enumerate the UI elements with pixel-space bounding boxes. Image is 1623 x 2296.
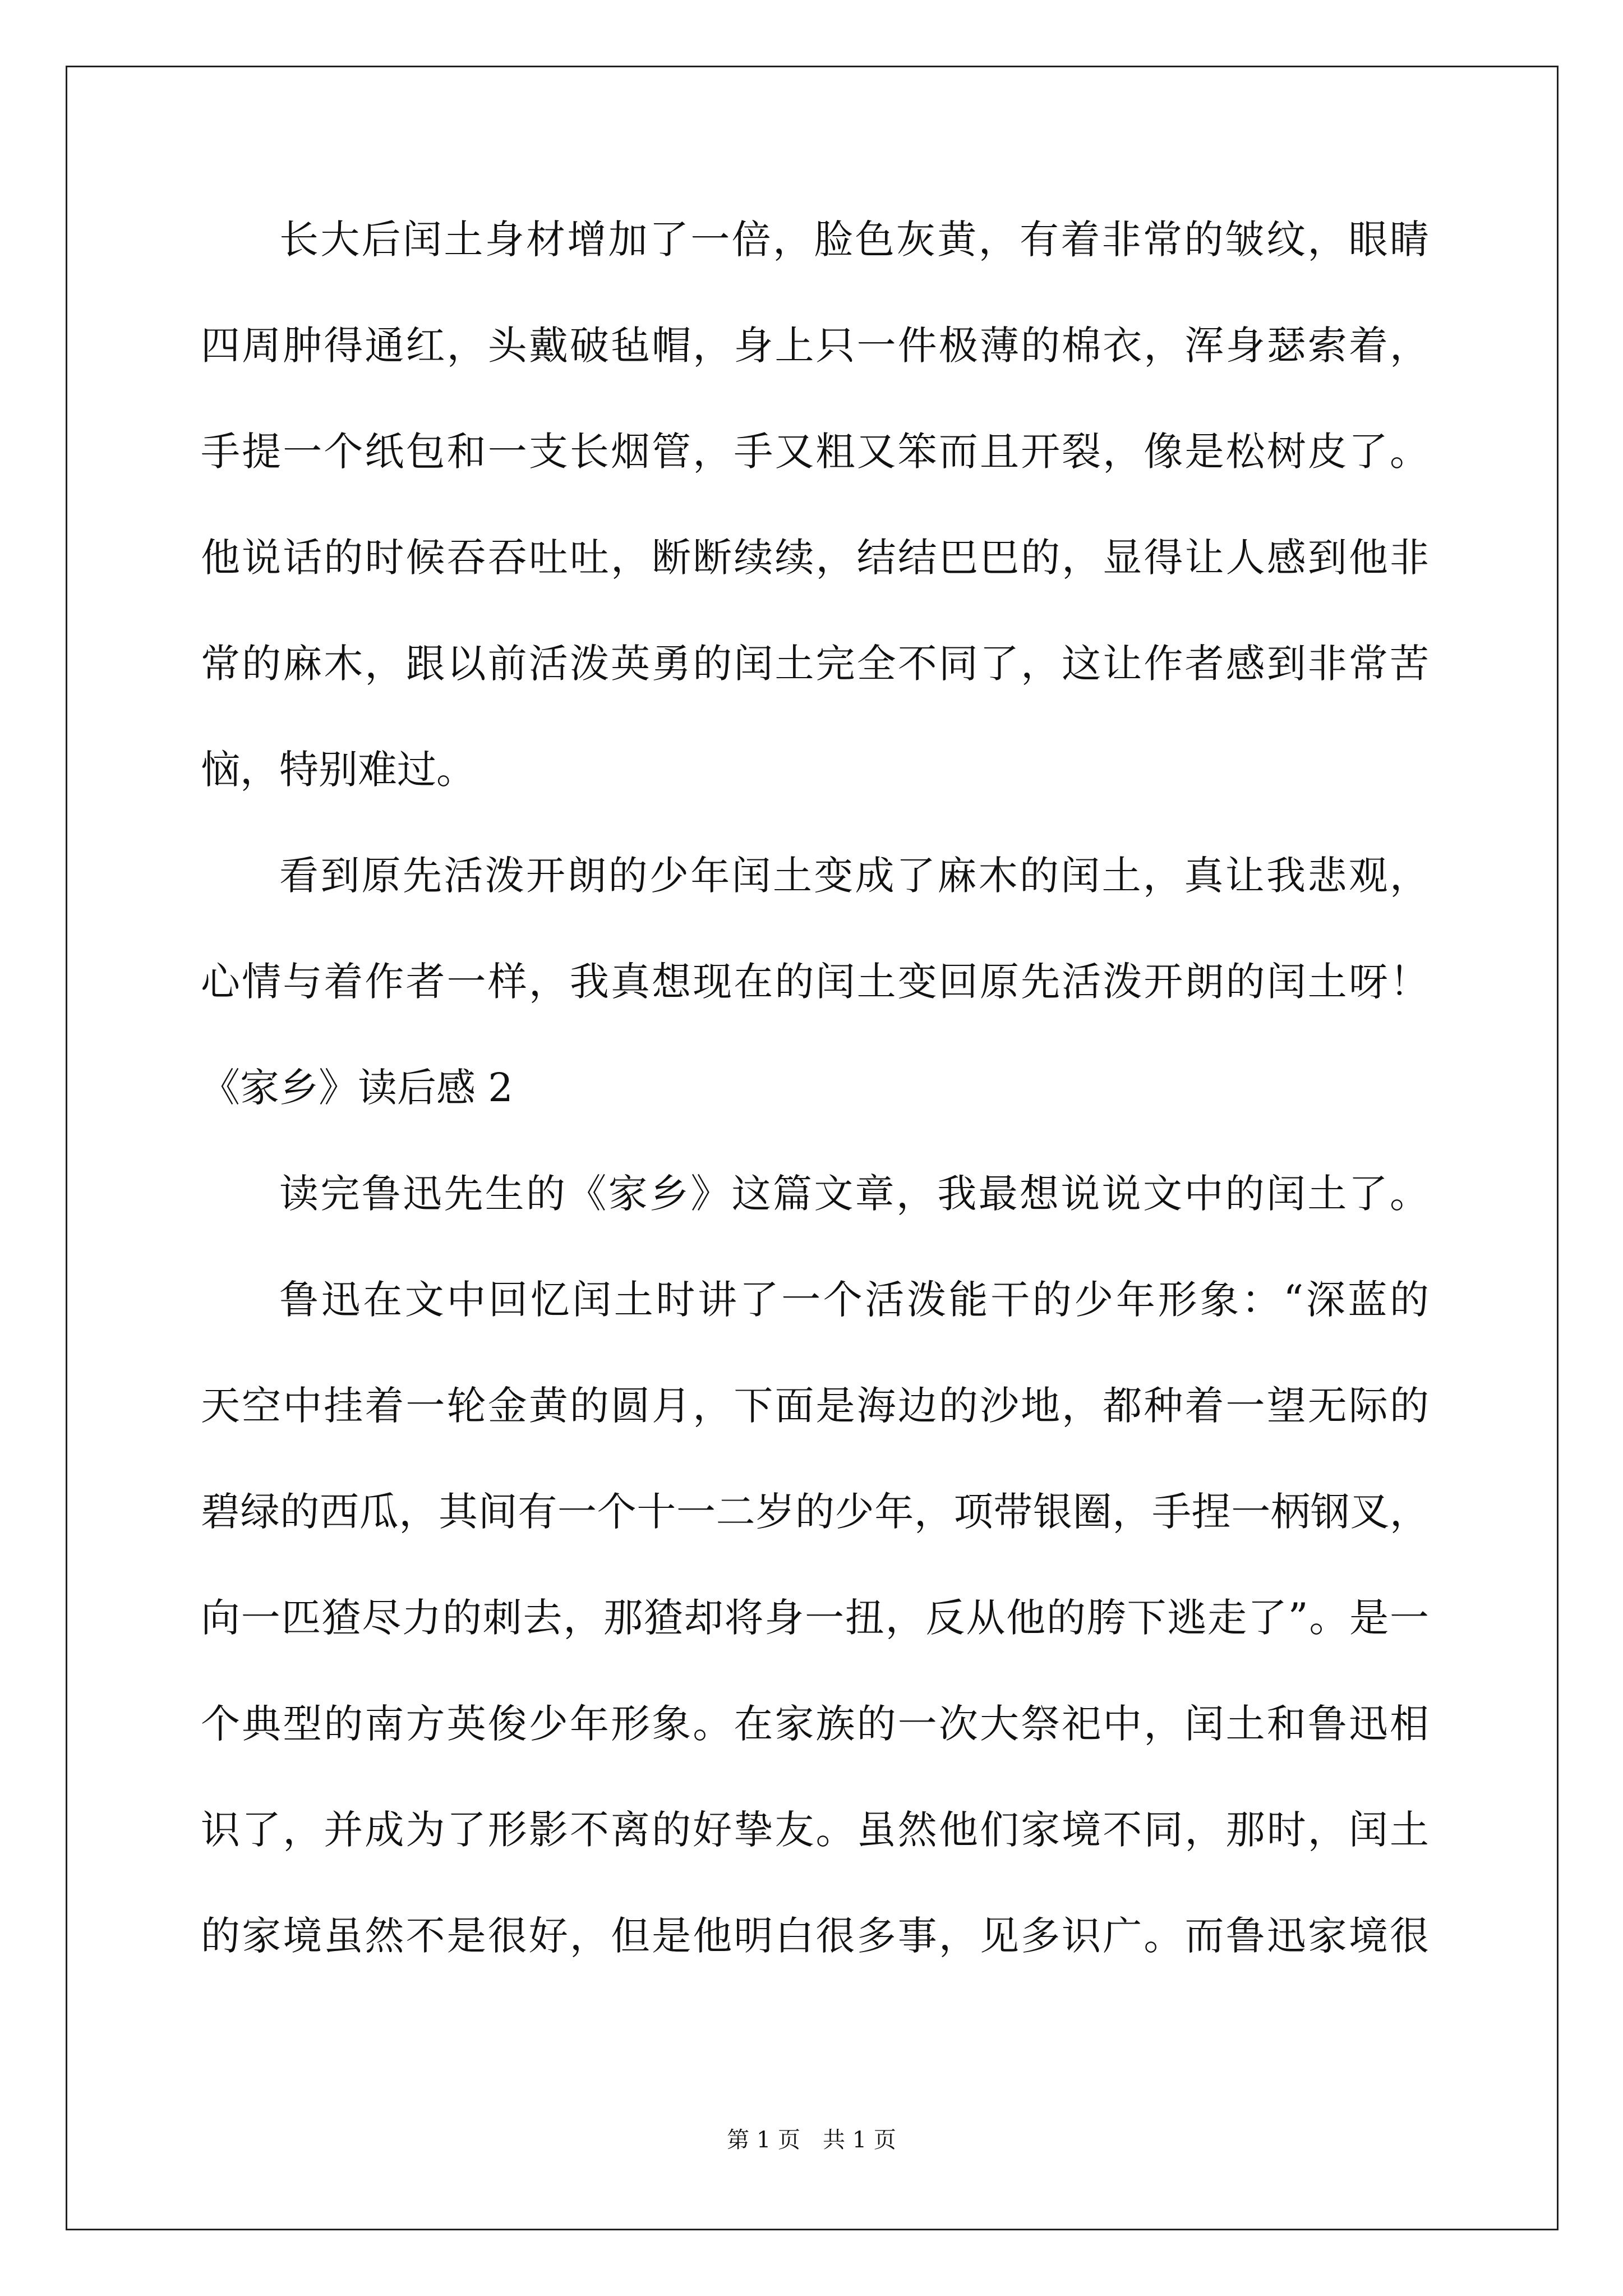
text-line: 鲁迅在文中回忆闰土时讲了一个活泼能干的少年形象：“深蓝的 — [279, 1277, 1429, 1323]
text-line: 碧绿的西瓜，其间有一个十一二岁的少年，项带银圈，手捏一柄钢叉， — [201, 1489, 1429, 1535]
document-body — [201, 213, 1429, 2016]
text-line: 个典型的南方英俊少年形象。在家族的一次大祭祀中，闰土和鲁迅相 — [201, 1701, 1429, 1747]
text-line: 长大后闰土身材增加了一倍，脸色灰黄，有着非常的皱纹，眼睛 — [279, 217, 1429, 263]
text-line: 读完鲁迅先生的《家乡》这篇文章，我最想说说文中的闰土了。 — [279, 1171, 1429, 1217]
text-line: 他说话的时候吞吞吐吐，断断续续，结结巴巴的，显得让人感到他非 — [201, 535, 1429, 581]
text-line: 手提一个纸包和一支长烟管，手又粗又笨而且开裂，像是松树皮了。 — [201, 429, 1429, 475]
text-line: 看到原先活泼开朗的少年闰土变成了麻木的闰土，真让我悲观， — [279, 853, 1429, 899]
page-number-footer: 第 1 页 共 1 页 — [727, 2127, 896, 2153]
text-line: 向一匹猹尽力的刺去，那猹却将身一扭，反从他的胯下逃走了”。是一 — [201, 1595, 1429, 1641]
text-line: 识了，并成为了形影不离的好挚友。虽然他们家境不同，那时，闰土 — [201, 1807, 1429, 1853]
text-line: 天空中挂着一轮金黄的圆月，下面是海边的沙地，都种着一望无际的 — [201, 1383, 1429, 1429]
text-line: 恼，特别难过。 — [201, 747, 476, 793]
text-line: 的家境虽然不是很好，但是他明白很多事，见多识广。而鲁迅家境很 — [201, 1913, 1429, 1959]
section-heading: 《家乡》读后感 2 — [201, 1065, 513, 1111]
text-line: 四周肿得通红，头戴破毡帽，身上只一件极薄的棉衣，浑身瑟索着， — [201, 323, 1429, 369]
text-line: 心情与着作者一样，我真想现在的闰土变回原先活泼开朗的闰土呀！ — [201, 959, 1429, 1005]
text-line: 常的麻木，跟以前活泼英勇的闰土完全不同了，这让作者感到非常苦 — [201, 641, 1429, 687]
